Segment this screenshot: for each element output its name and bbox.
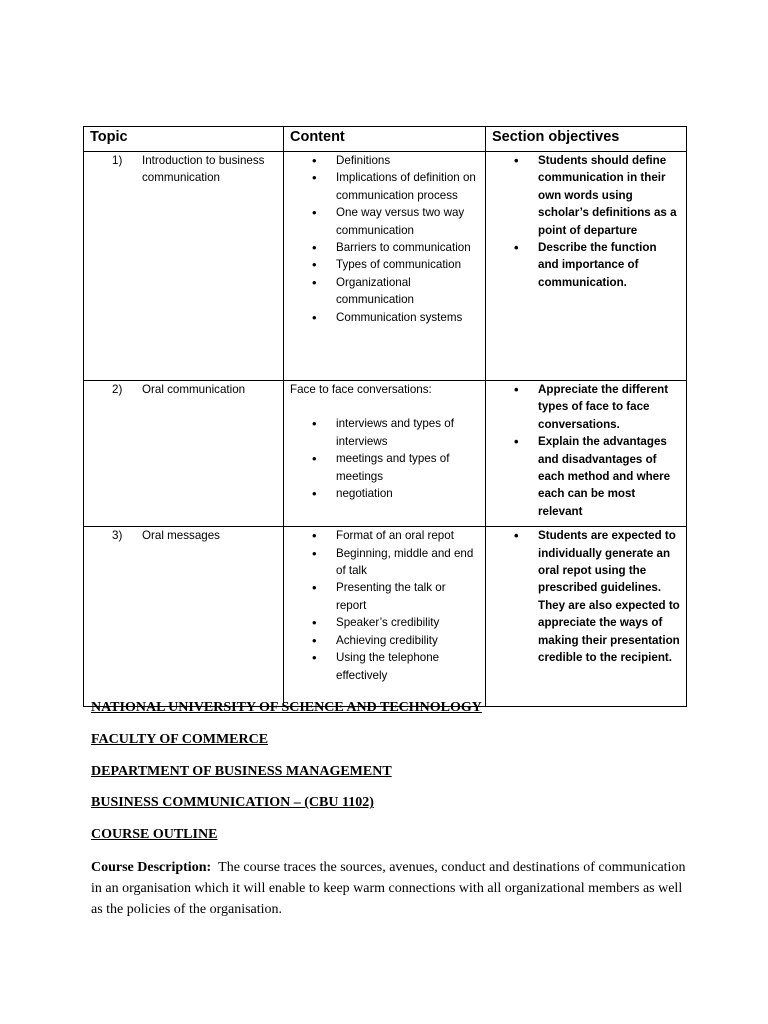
table-row [84, 152, 687, 381]
content-item: • Organizational communication [290, 274, 479, 309]
topic-number: 2) [112, 383, 123, 396]
content-lead: Face to face conversations: [290, 383, 432, 396]
course-description-label: Course Description: [91, 859, 212, 875]
objective-item: • Explain the advantages and disadvantages of each method and where each can be most relevant [492, 433, 680, 520]
content-item: • Format of an oral repot [290, 527, 479, 544]
course-outline-table [83, 126, 687, 707]
content-item: • Presenting the talk or report [290, 579, 479, 614]
course-description-text: The course traces the sources, avenues, conduct and destinations of communication in an organisation which it will enable to keep warm connections with all organizational members as well as the policies of the organisation. [91, 859, 686, 917]
topic-title: Oral communication [142, 383, 246, 396]
content-item: • Using the telephone effectively [290, 649, 479, 684]
topic-cell [84, 152, 284, 381]
content-item: • Types of communication [290, 256, 479, 273]
university-heading: NATIONAL UNIVERSITY OF SCIENCE AND TECHNOLOGY [91, 700, 482, 715]
topic-title: Oral messages [142, 529, 220, 543]
topic-number: 1) [112, 154, 123, 167]
objective-item: • Appreciate the different types of face to face conversations. [492, 381, 680, 433]
topic-cell [84, 527, 284, 707]
content-item: • One way versus two way communication [290, 204, 479, 239]
content-item: • Speaker’s credibility [290, 614, 479, 631]
course-outline-heading: COURSE OUTLINE [91, 827, 218, 843]
table-row [84, 527, 687, 707]
department-heading: DEPARTMENT OF BUSINESS MANAGEMENT [91, 763, 392, 779]
content-item: • meetings and types of meetings [290, 450, 479, 485]
topic-number: 3) [112, 529, 123, 543]
content-item: • Implications of definition on communication process [290, 169, 479, 204]
topic-cell [84, 381, 284, 527]
content-cell [284, 381, 486, 527]
objective-item: • Students are expected to individually generate an oral repot using the prescribed guidelines. They are also expected to appreciate the ways of making their presentation credible to the recipient. [492, 527, 680, 666]
objective-item: • Describe the function and importance of communication. [492, 239, 680, 291]
header-section-objectives: Section objectives [486, 127, 687, 152]
content-item: • interviews and types of interviews [290, 415, 479, 450]
topic-title: Introduction to business communication [142, 154, 265, 185]
content-item: • Achieving credibility [290, 632, 479, 649]
content-cell [284, 527, 486, 707]
objectives-cell [486, 527, 687, 707]
header-topic: Topic [84, 127, 284, 152]
objectives-cell [486, 152, 687, 381]
header-content: Content [284, 127, 486, 152]
document-body [91, 698, 691, 920]
course-description [91, 857, 691, 920]
faculty-heading: FACULTY OF COMMERCE [91, 731, 269, 747]
objectives-cell [486, 381, 687, 527]
table-header-row [84, 127, 687, 152]
content-cell [284, 152, 486, 381]
course-heading: BUSINESS COMMUNICATION – (CBU 1102) [91, 795, 374, 811]
content-item: • Definitions [290, 152, 479, 169]
content-item: • Beginning, middle and end of talk [290, 545, 479, 580]
content-item: • negotiation [290, 485, 479, 502]
content-item: • Communication systems [290, 309, 479, 326]
content-item: • Barriers to communication [290, 239, 479, 256]
objective-item: • Students should define communication in their own words using scholar’s definitions as a point of departure [492, 152, 680, 239]
table-row [84, 381, 687, 527]
